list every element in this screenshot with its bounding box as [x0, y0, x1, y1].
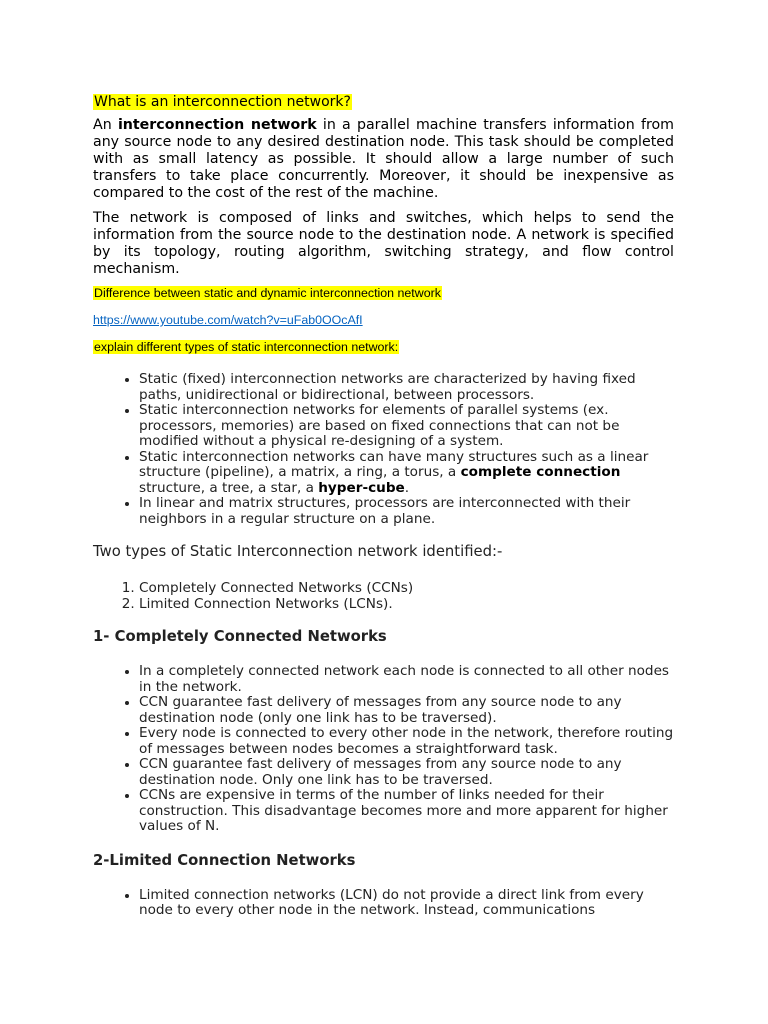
list-item: • CCN guarantee fast delivery of messages from any source node to any destination node (only one link has to be traversed). — [139, 695, 674, 726]
list-item: • Every node is connected to every other node in the network, therefore routing of messages between nodes becomes a straightforward task. — [139, 726, 674, 757]
lcn-bullets — [93, 888, 674, 919]
lcn-heading: 2-Limited Connection Networks — [93, 851, 356, 869]
list-item: • Static interconnection networks for elements of parallel systems (ex. processors, memories) are based on fixed connections that can not be modified without a physical re-designing of a system. — [139, 403, 674, 450]
list-item: • Static interconnection networks can have many structures such as a linear structure (pipeline), a matrix, a ring, a torus, a complete connection structure, a tree, a star, a hyper-cube. — [139, 450, 674, 497]
list-item: • In a completely connected network each node is connected to all other nodes in the network. — [139, 664, 674, 695]
list-item: 2. Limited Connection Networks (LCNs). — [139, 597, 674, 613]
term-interconnection-network: interconnection network — [117, 117, 317, 133]
list-item: • In linear and matrix structures, processors are interconnected with their neighbors in a regular structure on a plane. — [139, 496, 674, 527]
network-types-list — [93, 581, 674, 612]
difference-heading: Difference between static and dynamic interconnection network — [94, 286, 441, 300]
explain-heading: explain different types of static interconnection network: — [94, 340, 399, 354]
list-item: • Limited connection networks (LCN) do not provide a direct link from every node to every other node in the network. Instead, communications — [139, 888, 674, 919]
network-composition-paragraph: The network is composed of links and switches, which helps to send the information from the source node to the destination node. A network is specified by its topology, routing algorithm, switching strategy, and flow control mechanism. — [93, 210, 674, 277]
static-network-bullets — [93, 372, 674, 527]
list-item: • CCNs are expensive in terms of the number of links needed for their construction. This disadvantage becomes more and more apparent for higher values of N. — [139, 788, 674, 835]
youtube-link[interactable]: https://www.youtube.com/watch?v=uFab0OOcAfI — [93, 313, 363, 327]
list-item: • Static (fixed) interconnection networks are characterized by having fixed paths, unidirectional or bidirectional, between processors. — [139, 372, 674, 403]
ccn-bullets — [93, 664, 674, 835]
question-title: What is an interconnection network? — [94, 94, 351, 110]
list-item: • CCN guarantee fast delivery of messages from any source node to any destination node. Only one link has to be traversed. — [139, 757, 674, 788]
ccn-heading: 1- Completely Connected Networks — [93, 628, 387, 645]
two-types-intro: Two types of Static Interconnection network identified:- — [93, 543, 503, 560]
intro-paragraph: An interconnection network in a parallel machine transfers information from any source node to any desired destination node. This task should be completed with as small latency as possible. It should allow a large number of such transfers to take place concurrently. Moreover, it should be inexpensive as compared to the cost of the rest of the machine. — [93, 117, 674, 201]
list-item: 1. Completely Connected Networks (CCNs) — [139, 581, 674, 597]
document-body — [93, 94, 674, 919]
